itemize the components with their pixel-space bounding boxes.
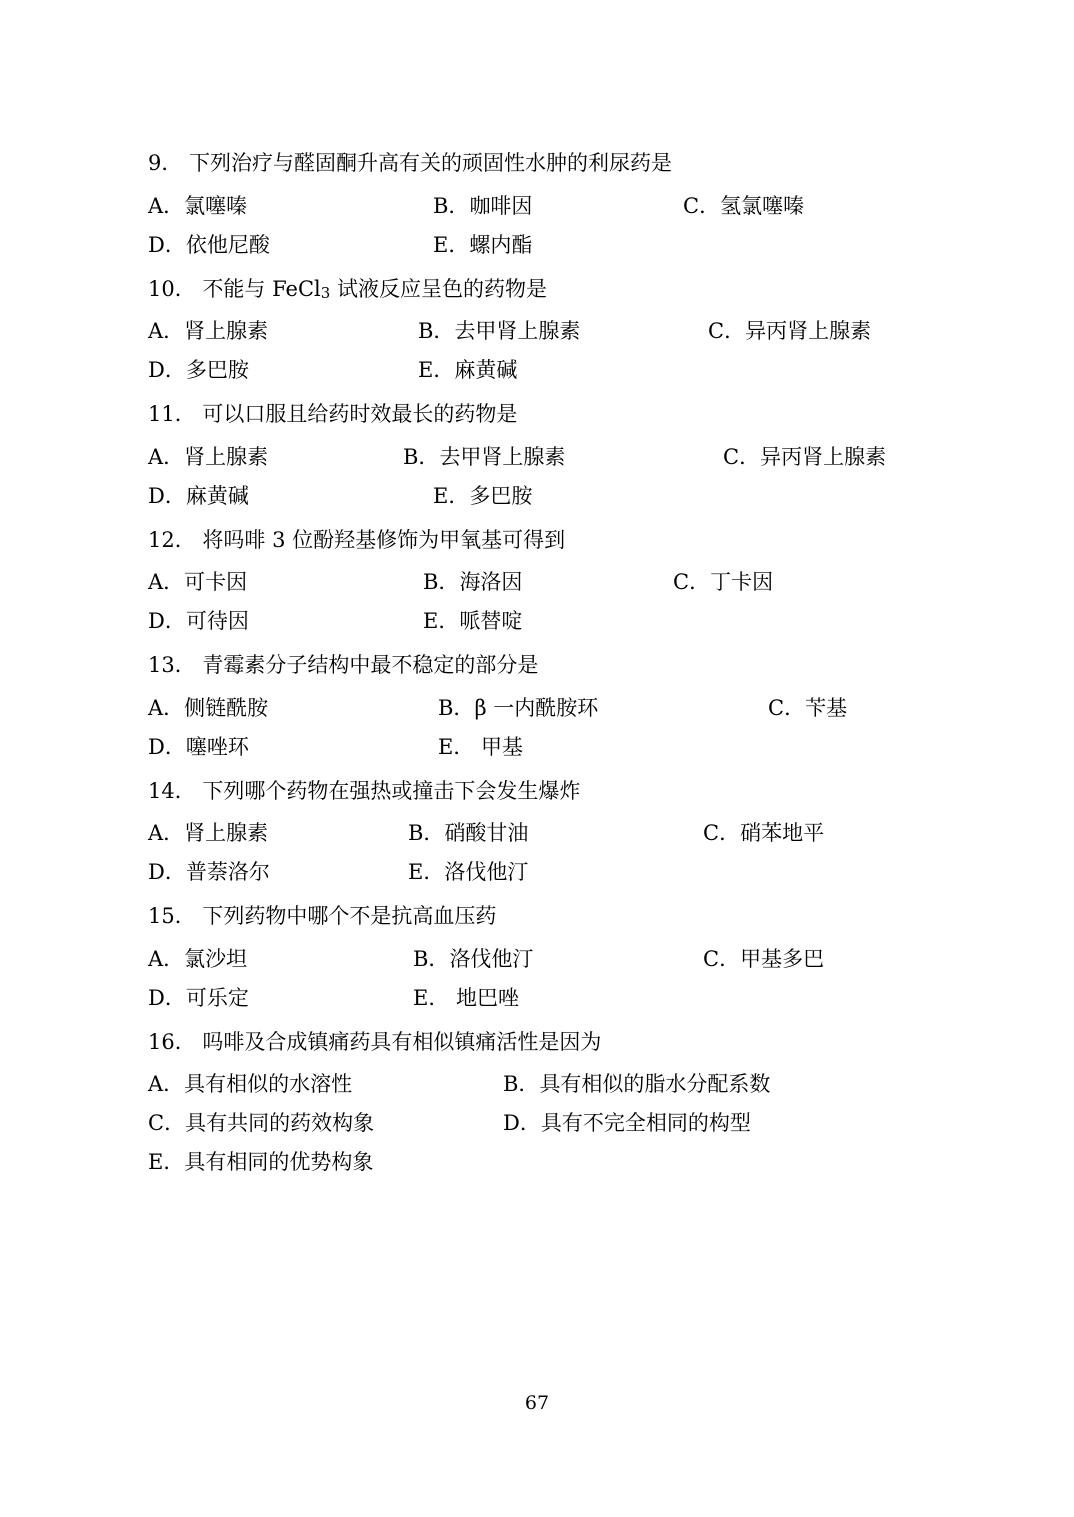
option-text: 肾上腺素 <box>184 821 269 845</box>
option-row <box>148 818 948 846</box>
option-text: 普萘洛尔 <box>185 860 270 884</box>
option-label: B． <box>423 570 460 594</box>
question-12 <box>148 525 948 635</box>
question-text: 下列治疗与醛固酮升高有关的顽固性水肿的利尿药是 <box>189 151 673 175</box>
option-label: E． <box>418 358 455 382</box>
question-text: 青霉素分子结构中最不稳定的部分是 <box>202 653 539 677</box>
option-b[interactable] <box>423 567 522 599</box>
option-row <box>148 191 948 219</box>
option-d[interactable] <box>148 732 249 764</box>
option-text: 具有相似的水溶性 <box>184 1072 353 1096</box>
option-label: C． <box>768 695 806 720</box>
question-text: 下列哪个药物在强热或撞击下会发生爆炸 <box>202 778 581 803</box>
option-d[interactable] <box>503 1108 751 1140</box>
option-c[interactable] <box>683 191 804 223</box>
question-text-post: 试液反应呈色的药物是 <box>330 276 547 301</box>
option-text: 甲基多巴 <box>740 946 825 971</box>
option-text: 甲基 <box>474 734 524 759</box>
question-stem <box>148 525 948 557</box>
option-c[interactable] <box>703 818 824 850</box>
option-label: E． <box>413 985 450 1010</box>
option-label: C． <box>703 821 741 845</box>
option-text: β 一内酰胺环 <box>474 695 599 720</box>
option-a[interactable] <box>148 818 268 850</box>
option-d[interactable] <box>148 606 249 638</box>
option-label: A． <box>148 193 185 218</box>
option-d[interactable] <box>148 355 249 387</box>
option-text: 异丙肾上腺素 <box>760 444 887 469</box>
question-number: 11． <box>148 402 196 426</box>
option-label: E． <box>408 860 445 884</box>
option-label: D． <box>148 358 186 382</box>
option-label: D． <box>148 985 186 1010</box>
option-row <box>148 567 948 595</box>
option-label: B． <box>433 193 470 218</box>
option-c[interactable] <box>768 693 847 725</box>
option-d[interactable] <box>148 983 249 1015</box>
option-text: 多巴胺 <box>469 483 533 508</box>
option-text: 异丙肾上腺素 <box>745 319 872 343</box>
option-text: 氯沙坦 <box>184 946 248 971</box>
option-label: B． <box>438 695 475 720</box>
question-stem <box>148 274 948 306</box>
option-c[interactable] <box>723 442 886 474</box>
page-number: 67 <box>524 1392 550 1414</box>
option-c[interactable] <box>673 567 773 599</box>
question-stem <box>148 148 948 180</box>
option-row <box>148 857 948 885</box>
option-text: 洛伐他汀 <box>449 946 534 971</box>
option-label: B． <box>418 319 455 343</box>
question-number: 16． <box>148 1029 196 1054</box>
option-text: 侧链酰胺 <box>184 695 269 720</box>
option-text: 麻黄碱 <box>185 483 249 508</box>
option-label: E． <box>148 1150 185 1174</box>
option-row <box>148 1147 948 1175</box>
option-label: E． <box>438 734 475 759</box>
option-row <box>148 693 948 721</box>
option-e[interactable] <box>408 857 528 889</box>
option-text: 氢氯噻嗪 <box>720 193 805 218</box>
question-text-pre: 不能与 FeCl <box>202 276 321 301</box>
option-text: 麻黄碱 <box>454 358 518 382</box>
option-a[interactable] <box>148 316 268 348</box>
option-label: D． <box>148 483 186 508</box>
option-label: B． <box>413 946 450 971</box>
option-e[interactable] <box>423 606 522 638</box>
option-text: 丁卡因 <box>710 570 774 594</box>
chemical-subscript: 3 <box>320 283 331 302</box>
question-text: 吗啡及合成镇痛药具有相似镇痛活性是因为 <box>202 1029 602 1054</box>
option-label: A． <box>148 1072 185 1096</box>
option-row <box>148 1069 948 1097</box>
option-text: 依他尼酸 <box>185 232 270 257</box>
option-text: 洛伐他汀 <box>444 860 529 884</box>
question-list <box>148 148 948 1191</box>
question-16 <box>148 1027 948 1176</box>
option-text: 具有相似的脂水分配系数 <box>539 1072 771 1096</box>
option-row <box>148 1108 948 1136</box>
option-text: 具有不完全相同的构型 <box>540 1111 751 1135</box>
option-label: B． <box>403 444 440 469</box>
option-label: A． <box>148 946 185 971</box>
option-a[interactable] <box>148 944 247 976</box>
option-row <box>148 481 948 509</box>
option-label: C． <box>673 570 711 594</box>
option-b[interactable] <box>403 442 565 474</box>
option-d[interactable] <box>148 481 249 513</box>
option-label: E． <box>433 483 470 508</box>
option-row <box>148 230 948 258</box>
option-b[interactable] <box>408 818 528 850</box>
option-text: 多巴胺 <box>185 358 249 382</box>
option-text: 肾上腺素 <box>184 444 269 469</box>
option-label: E． <box>433 232 470 257</box>
question-stem <box>148 776 948 808</box>
question-10 <box>148 274 948 384</box>
option-e[interactable] <box>413 983 519 1015</box>
option-text: 海洛因 <box>459 570 523 594</box>
option-label: A． <box>148 570 185 594</box>
option-e[interactable] <box>433 481 532 513</box>
option-e[interactable] <box>148 1147 373 1179</box>
question-text: 可以口服且给药时效最长的药物是 <box>202 402 518 426</box>
option-text: 可待因 <box>185 609 249 633</box>
option-a[interactable] <box>148 442 268 474</box>
option-row <box>148 983 948 1011</box>
option-text: 肾上腺素 <box>184 319 269 343</box>
option-c[interactable] <box>708 316 871 348</box>
option-row <box>148 316 948 344</box>
option-text: 硝酸甘油 <box>444 821 529 845</box>
option-label: B． <box>503 1072 540 1096</box>
question-stem <box>148 1027 948 1059</box>
option-a[interactable] <box>148 1069 352 1101</box>
option-text: 噻唑环 <box>185 734 249 759</box>
option-row <box>148 944 948 972</box>
option-text: 地巴唑 <box>449 985 520 1010</box>
option-label: C． <box>148 1111 186 1135</box>
option-row <box>148 442 948 470</box>
option-e[interactable] <box>433 230 532 262</box>
option-text: 可卡因 <box>184 570 248 594</box>
question-14 <box>148 776 948 886</box>
option-c[interactable] <box>703 944 824 976</box>
option-b[interactable] <box>503 1069 770 1101</box>
option-label: D． <box>148 609 186 633</box>
question-number: 13． <box>148 653 196 677</box>
option-d[interactable] <box>148 230 270 262</box>
question-text: 将吗啡 3 位酚羟基修饰为甲氧基可得到 <box>202 527 566 552</box>
option-label: C． <box>708 319 746 343</box>
option-label: B． <box>408 821 445 845</box>
option-b[interactable] <box>433 191 532 223</box>
option-a[interactable] <box>148 191 247 223</box>
question-stem <box>148 399 948 431</box>
question-number: 14． <box>148 778 196 803</box>
option-text: 具有共同的药效构象 <box>185 1111 375 1135</box>
option-e[interactable] <box>418 355 517 387</box>
option-label: D． <box>148 734 186 759</box>
question-number: 9． <box>148 151 183 175</box>
option-e[interactable] <box>438 732 523 764</box>
option-label: A． <box>148 319 185 343</box>
option-row <box>148 732 948 760</box>
option-b[interactable] <box>438 693 598 725</box>
question-stem <box>148 650 948 682</box>
question-number: 15． <box>148 904 196 928</box>
option-label: D． <box>148 860 186 884</box>
option-label: E． <box>423 609 460 633</box>
option-c[interactable] <box>148 1108 374 1140</box>
question-9 <box>148 148 948 258</box>
question-text: 下列药物中哪个不是抗高血压药 <box>202 904 497 928</box>
option-text: 去甲肾上腺素 <box>439 444 566 469</box>
option-text: 去甲肾上腺素 <box>454 319 581 343</box>
option-label: C． <box>723 444 761 469</box>
option-label: D． <box>503 1111 541 1135</box>
option-b[interactable] <box>413 944 533 976</box>
option-label: A． <box>148 821 185 845</box>
option-b[interactable] <box>418 316 580 348</box>
option-label: C． <box>703 946 741 971</box>
option-text: 螺内酯 <box>469 232 533 257</box>
option-row <box>148 606 948 634</box>
question-number: 10． <box>148 276 196 301</box>
option-label: C． <box>683 193 721 218</box>
question-number: 12． <box>148 527 196 552</box>
option-text: 具有相同的优势构象 <box>184 1150 374 1174</box>
option-d[interactable] <box>148 857 270 889</box>
option-text: 可乐定 <box>185 985 249 1010</box>
option-label: A． <box>148 444 185 469</box>
option-text: 苄基 <box>805 695 848 720</box>
question-stem <box>148 901 948 933</box>
option-text: 咖啡因 <box>469 193 533 218</box>
question-13 <box>148 650 948 760</box>
question-11 <box>148 399 948 509</box>
option-label: A． <box>148 695 185 720</box>
question-15 <box>148 901 948 1011</box>
option-a[interactable] <box>148 693 268 725</box>
option-text: 氯噻嗪 <box>184 193 248 218</box>
option-row <box>148 355 948 383</box>
option-a[interactable] <box>148 567 247 599</box>
option-label: D． <box>148 232 186 257</box>
option-text: 硝苯地平 <box>740 821 825 845</box>
option-text: 哌替啶 <box>459 609 523 633</box>
